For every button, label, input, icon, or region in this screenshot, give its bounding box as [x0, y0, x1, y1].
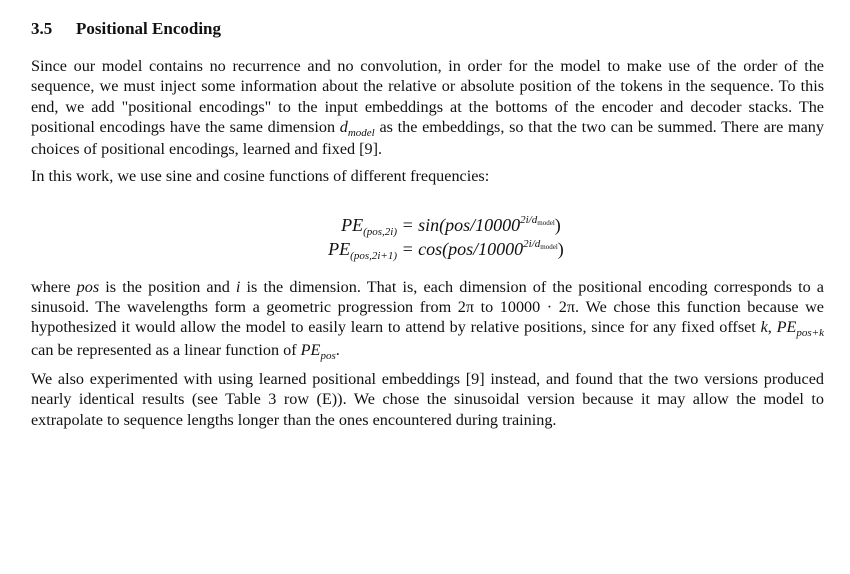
pe-pos-subscript: pos	[320, 349, 336, 362]
equation-cosine-subscript: (pos,2i+1)	[350, 249, 397, 262]
paragraph-4: We also experimented with using learned positional embeddings [9] instead, and found that the two versions produced nearly identical results (see Table 3 row (E)). We chose the sinusoidal version because it may allow the model to extrapolate to sequence lengths longer than the ones encountered during training.	[31, 369, 824, 429]
equation-cosine-rhs: = cos(pos/10000	[401, 238, 524, 259]
paragraph-3-text-e: can be represented as a linear function of	[31, 340, 301, 359]
equation-sine-rhs: = sin(pos/10000	[401, 214, 521, 235]
equation-sine-pe: PE	[341, 214, 364, 235]
equation-sine-exponent-sub: model	[537, 218, 555, 227]
equation-sine-lhs	[289, 214, 397, 239]
pos-symbol: pos	[76, 277, 100, 296]
pe-pos-plus-k-base: PE	[776, 318, 797, 337]
i-symbol: i	[235, 277, 241, 296]
equation-cosine-exponent: 2i/d	[523, 237, 541, 250]
section-title: Positional Encoding	[76, 19, 222, 38]
pe-pos-symbol	[300, 340, 336, 362]
paragraph-3-text-c: is the dimension. That is, each dimension of the positional encoding corresponds to a sinusoid. The wavelengths form a geometric progression from 2π to 10000 · 2π. We chose this function because we hypothesized it would allow the model to easily learn to attend by relative positions, since for any fixed offset	[31, 277, 824, 337]
paragraph-1-text-a: Since our model contains no recurrence and no convolution, in order for the model to make use of the order of the sequence, we must inject some information about the relative or absolute position of the tokens in the sequence. To this end, we add "positional encodings" to the input embeddings at the bottoms of the encoder and decoder stacks. The positional encodings have the same dimension	[31, 57, 824, 136]
section-heading	[31, 18, 824, 40]
paragraph-3-text-d: ,	[767, 318, 777, 337]
paragraph-3-text-b: is the position and	[99, 277, 236, 296]
pe-pos-plus-k-symbol	[776, 318, 824, 340]
k-symbol: k	[760, 318, 768, 337]
paragraph-1-text-b: as the embeddings, so that the two can be summed. There are many choices of positional encodings, learned and fixed [9].	[31, 117, 824, 159]
dmodel-base: d	[339, 117, 348, 136]
paragraph-3-text-f: .	[335, 340, 340, 359]
pe-pos-plus-k-subscript: pos+k	[796, 327, 824, 340]
section-number: 3.5	[31, 19, 53, 38]
equation-block	[31, 187, 824, 277]
equation-sine	[289, 214, 561, 240]
paragraph-1	[31, 56, 824, 159]
equation-sine-exponent: 2i/d	[520, 213, 538, 226]
equation-sine-subscript: (pos,2i)	[363, 225, 397, 238]
paragraph-2: In this work, we use sine and cosine functions of different frequencies:	[31, 167, 490, 186]
equation-cosine-pe: PE	[328, 238, 351, 259]
dmodel-symbol	[339, 117, 375, 139]
paragraph-3-text-a: where	[31, 277, 77, 296]
equation-cosine	[269, 238, 564, 264]
equation-cosine-lhs	[269, 238, 397, 263]
equation-sine-close: )	[554, 214, 561, 235]
equation-cosine-close: )	[557, 238, 564, 259]
dmodel-subscript: model	[347, 126, 375, 139]
pe-pos-base: PE	[300, 340, 321, 359]
paper-page	[31, 18, 824, 430]
paragraph-3	[31, 277, 824, 362]
equation-cosine-exponent-sub: model	[540, 242, 558, 251]
